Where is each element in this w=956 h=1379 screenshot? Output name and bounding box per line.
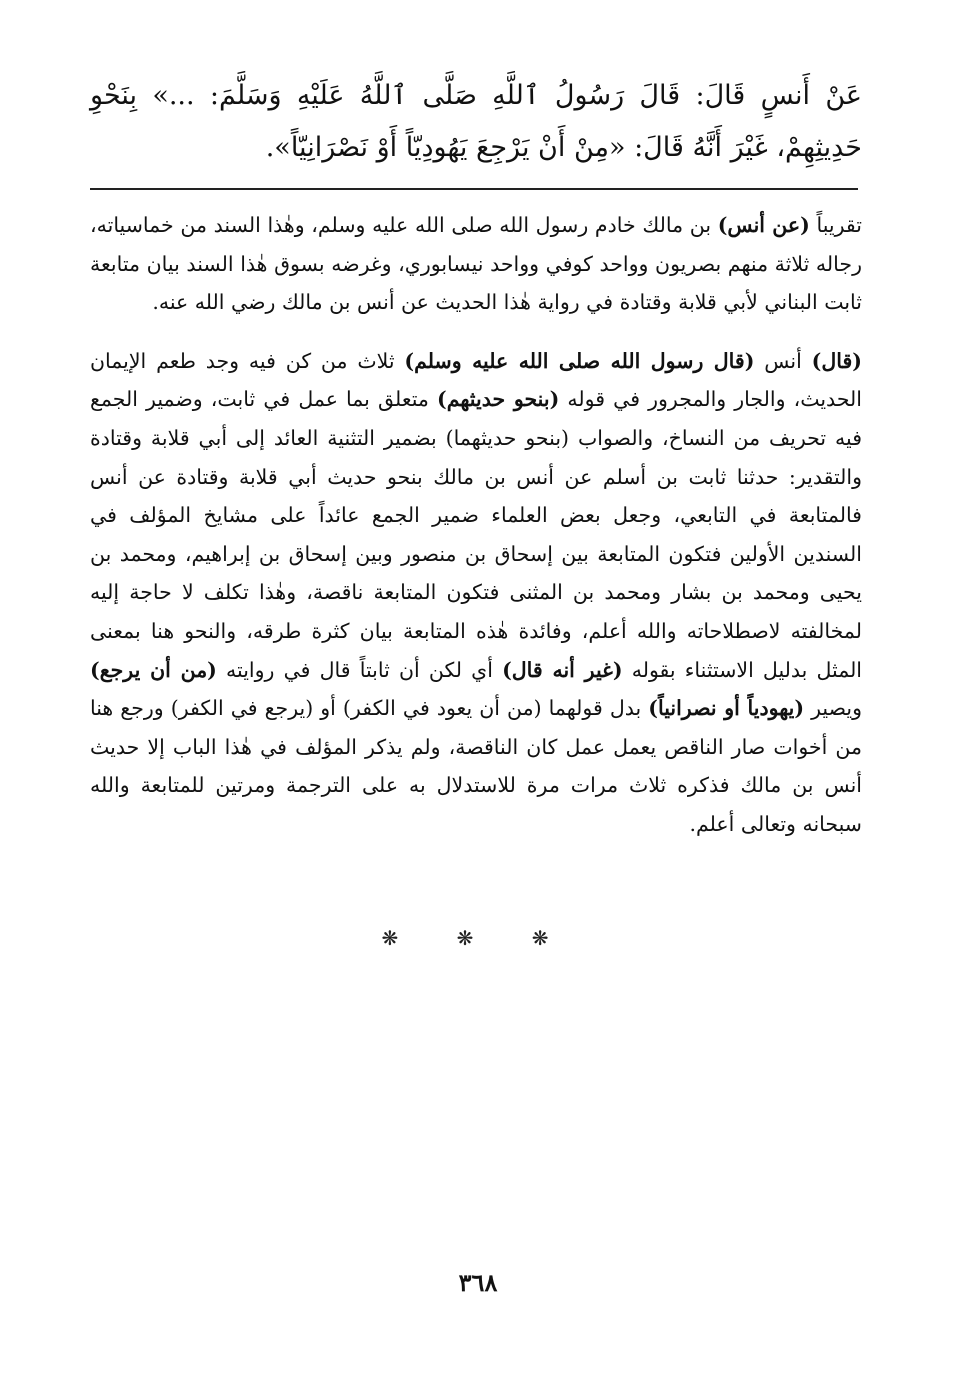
hadith-text: عَنْ أَنسٍ قَالَ: قَالَ رَسُولُ ٱللَّهِ صَلَّى ٱللَّهُ عَلَيْهِ وَسَلَّمَ: ...» بِنَحْوِ حَدِيثِهِمْ، غَيْرَ أَنَّهُ قَالَ: «مِنْ أَنْ يَرْجِعَ يَهُودِيّاً أَوْ نَصْرَانِيّاً».: [90, 80, 862, 163]
text-run: تقريباً: [809, 213, 863, 237]
commentary-paragraph-2: [90, 342, 862, 844]
text-run: متعلق بما عمل في ثابت، وضمير الجمع فيه تحريف من النساخ، والصواب (بنحو حديثهما) بضمير التثنية العائد إلى أبي قلابة وقتادة والتقدير: حدثنا ثابت بن أسلم عن أنس بن مالك بنحو حديث أبي قلابة وقتادة عن أنس فالمتابعة في التابعي، وجعل بعض العلماء ضمير الجمع عائداً على مشايخ المؤلف في السندين الأولين فتكون المتابعة بين إسحاق بن منصور وبين إسحاق بن إبراهيم، ومحمد بن يحيى ومحمد بن بشار ومحمد بن المثنى فتكون المتابعة ناقصة، وهٰذا تكلف لا حاجة إليه لمخالفته لاصطلاحاته والله أعلم، وفائدة هٰذه المتابعة بيان كثرة طرقه، والنحو هنا بمعنى المثل بدليل الاستثناء بقوله: [90, 387, 863, 682]
commentary: [90, 206, 862, 864]
page-number: ٣٦٨: [458, 1268, 498, 1297]
quoted-term: (قال رسول الله صلى الله عليه وسلم): [404, 348, 755, 373]
section-separator: ❋ ❋ ❋: [381, 926, 575, 950]
footnote-divider: [90, 188, 858, 190]
quoted-term: (قال): [811, 348, 862, 373]
text-run: بدل قولهما (من أن يعود في الكفر) أو (يرجع في الكفر) ورجع هنا من أخوات صار الناقص يعمل عمل كان الناقصة، ولم يذكر المؤلف في هٰذا الباب إلا حديث أنس بن مالك فذكره ثلاث مرات مرة للاستدلال به على الترجمة ومرتين للمتابعة والله سبحانه وتعالى أعلم.: [90, 696, 862, 836]
text-run: أنس: [754, 348, 812, 373]
text-run: أي لكن أن ثابتاً قال في روايته: [216, 657, 503, 682]
quoted-term: (غير أنه قال): [502, 657, 623, 682]
quoted-term: (عن أنس): [717, 213, 810, 237]
text-run: ثلاث من كن فيه وجد طعم الإيمان الحديث، والجار والمجرور في قوله: [90, 348, 862, 412]
quoted-term: (من أن يرجع): [90, 657, 217, 682]
quoted-term: (يهودياً أو نصرانياً): [648, 696, 805, 721]
quoted-term: (بنحو حديثهم): [437, 387, 560, 412]
text-run: ويصير: [804, 696, 862, 721]
text-run: بن مالك خادم رسول الله صلى الله عليه وسلم، وهٰذا السند من خماسياته، رجاله ثلاثة منهم بصريون وواحد كوفي وواحد نيسابوري، وغرضه بسوق هٰذا السند بيان متابعة ثابت البناني لأبي قلابة وقتادة في رواية هٰذا الحديث عن أنس بن مالك رضي الله عنه.: [90, 213, 862, 315]
commentary-paragraph-1: [90, 206, 862, 322]
